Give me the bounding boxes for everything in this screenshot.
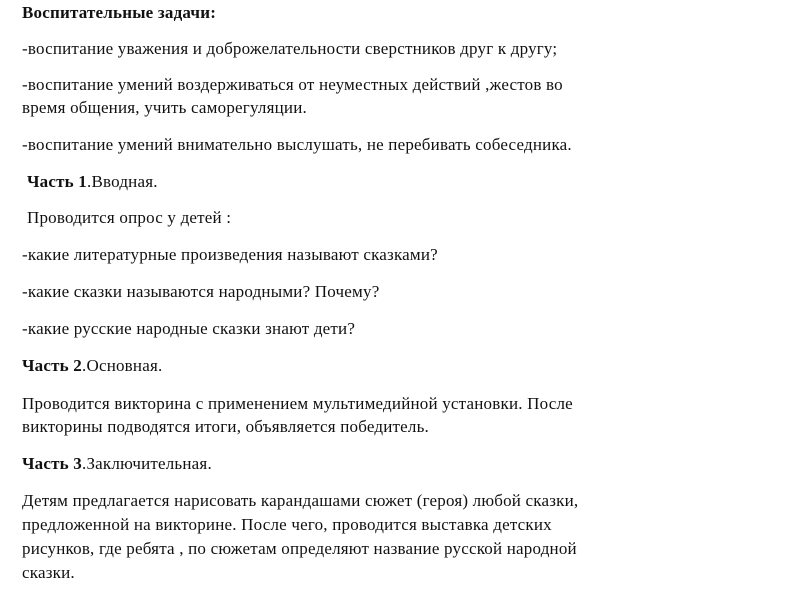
part1-intro: Проводится опрос у детей : [27,208,232,227]
part3-text-line: рисунков, где ребята , по сюжетам определяют название русской народной [22,539,577,558]
part2-label: Часть 2 [22,356,83,375]
part3-label: Часть 3 [22,454,83,473]
task-item: -воспитание умений воздерживаться от неуместных действий ,жестов во [22,75,563,94]
question-item: -какие русские народные сказки знают дети? [22,319,356,338]
task-item: -воспитание умений внимательно выслушать, не перебивать собеседника. [22,135,572,154]
part2-text-line: викторины подводятся итоги, объявляется победитель. [22,417,429,436]
part3-text-line: Детям предлагается нарисовать карандашами сюжет (героя) любой сказки, [22,491,579,510]
part1-label: Часть 1 [27,172,88,191]
page-title: Воспитательные задачи: [22,3,217,22]
part3-name: .Заключительная. [82,454,212,473]
part2-text-line: Проводится викторина с применением мультимедийной установки. После [22,394,573,413]
part1-name: .Вводная. [87,172,158,191]
question-item: -какие литературные произведения называют сказками? [22,245,438,264]
task-item: -воспитание уважения и доброжелательности сверстников друг к другу; [22,39,558,58]
part3-heading [22,453,212,475]
part3-text-line: сказки. [22,563,75,582]
part3-text-line: предложенной на викторине. После чего, проводится выставка детских [22,515,552,534]
part1-heading [27,171,158,193]
task-item-continuation: время общения, учить саморегуляции. [22,98,307,117]
question-item: -какие сказки называются народными? Почему? [22,282,380,301]
part2-heading [22,355,162,377]
part2-name: .Основная. [82,356,163,375]
